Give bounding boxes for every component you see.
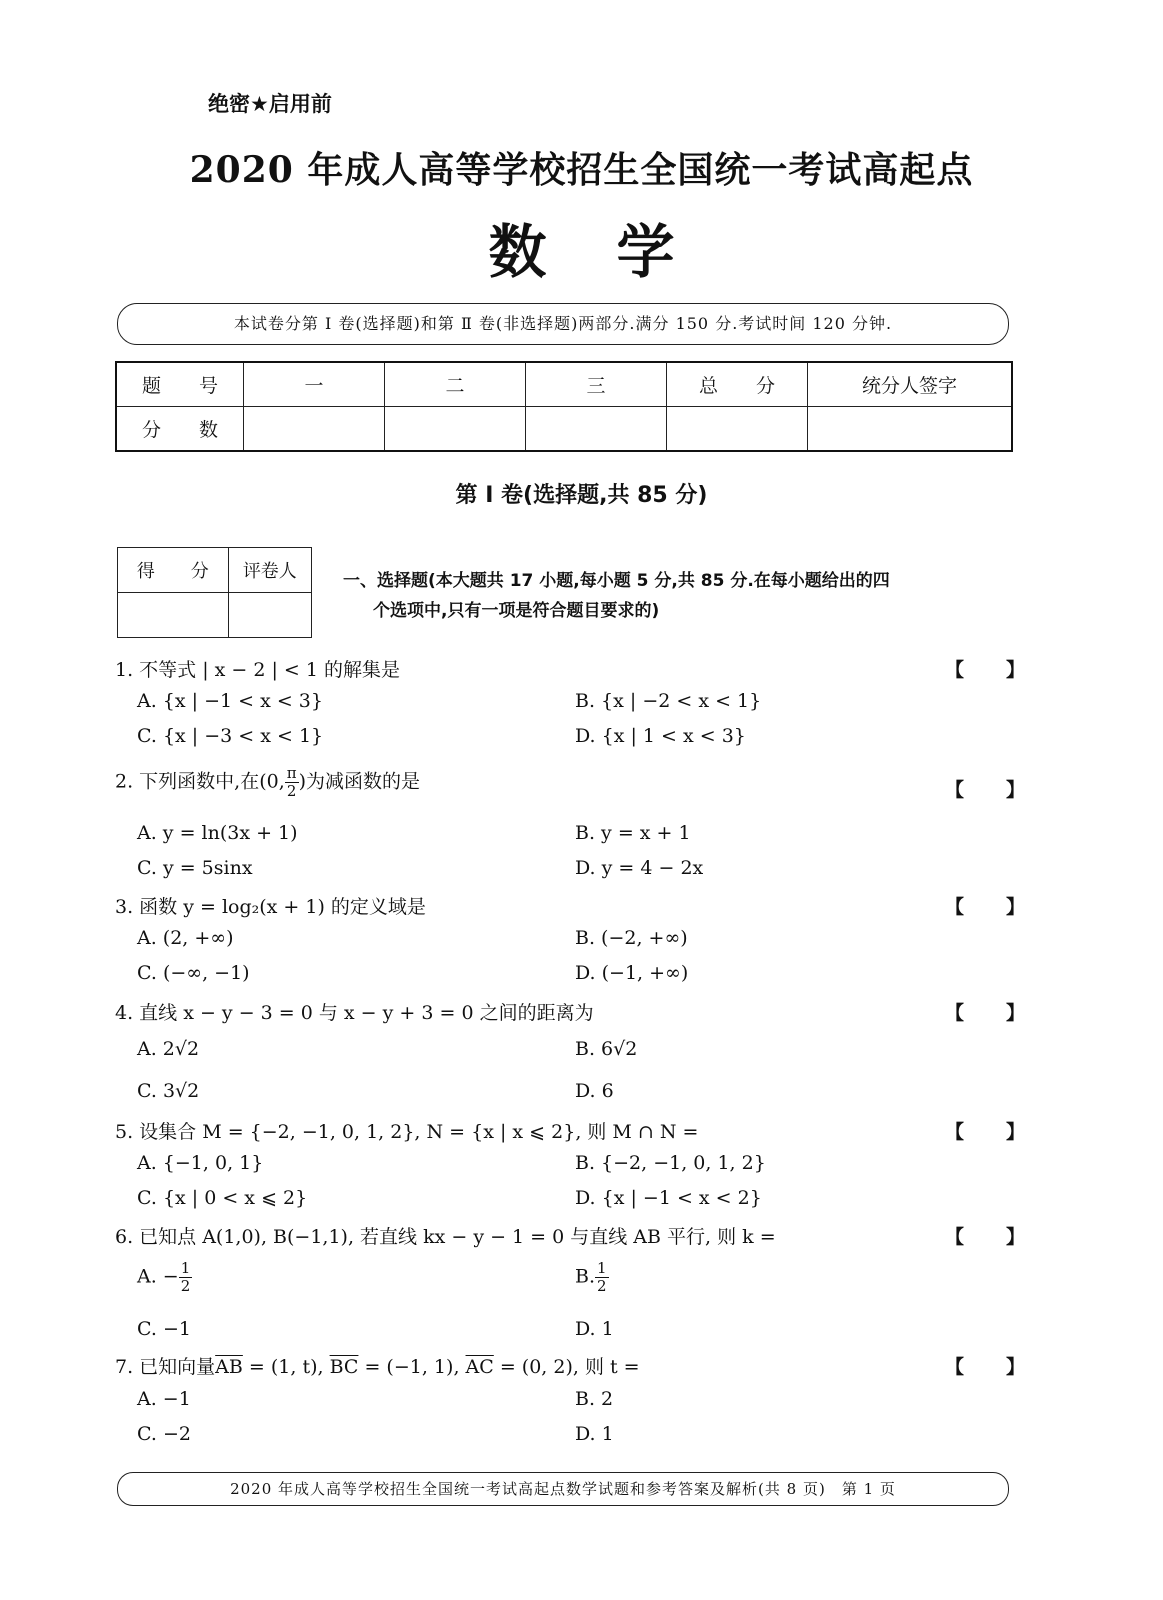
option-a: A. y = ln(3x + 1) <box>137 822 298 844</box>
option-a: A. −1 <box>137 1388 191 1410</box>
score-cell: 分 数 <box>116 407 244 452</box>
option-c: C. −1 <box>137 1318 191 1340</box>
option-a: A. {−1, 0, 1} <box>137 1152 264 1174</box>
section-heading-line: 个选项中,只有一项是符合题目要求的) <box>373 601 660 621</box>
question-stem: 5. 设集合 M = {−2, −1, 0, 1, 2}, N = {x | x ⩽ 2}, 则 M ∩ N = <box>115 1121 699 1143</box>
subject-char-1: 数 <box>488 218 547 286</box>
score-cell <box>244 407 385 452</box>
option-b: B. 6√2 <box>575 1038 638 1060</box>
question-stem: 6. 已知点 A(1,0), B(−1,1), 若直线 kx − y − 1 = 0 与直线 AB 平行, 则 k = <box>115 1226 776 1248</box>
score-cell <box>667 407 808 452</box>
answer-bracket: 【 】 <box>945 1121 1026 1143</box>
option-c: C. {x | 0 < x ⩽ 2} <box>137 1187 308 1209</box>
score-cell: 统分人签字 <box>808 362 1013 407</box>
option-c: C. 3√2 <box>137 1080 200 1102</box>
question-stem: 4. 直线 x − y − 3 = 0 与 x − y + 3 = 0 之间的距离为 <box>115 1002 594 1024</box>
option-b: B. 2 <box>575 1388 614 1410</box>
option-b: B. (−2, +∞) <box>575 927 688 949</box>
section-heading <box>343 566 1003 626</box>
option-c: C. {x | −3 < x < 1} <box>137 725 324 747</box>
option-d: D. 1 <box>575 1423 614 1445</box>
grader-reviewer-cell <box>228 593 311 638</box>
section-heading-line: 一、选择题(本大题共 17 小题,每小题 5 分,共 85 分.在每小题给出的四 <box>343 571 890 591</box>
score-cell: 一 <box>244 362 385 407</box>
score-cell <box>385 407 526 452</box>
answer-bracket: 【 】 <box>945 1002 1026 1024</box>
vector: $\overline{BC}$ <box>329 1356 359 1378</box>
answer-bracket: 【 】 <box>945 1356 1026 1378</box>
exam-title: 2020 年成人高等学校招生全国统一考试高起点 <box>189 149 974 191</box>
vector: $\overline{AC}$ <box>465 1356 494 1378</box>
grader-score-label: 得 分 <box>118 548 229 593</box>
option-b: B. y = x + 1 <box>575 822 691 844</box>
question-stem: 2. 下列函数中,在(0, $\frac{\pi}{2}$ )为减函数的是 <box>115 764 421 800</box>
option-b: B. {x | −2 < x < 1} <box>575 690 762 712</box>
fraction: $\frac{1}{2}$ <box>597 1259 607 1295</box>
option-c: C. y = 5sinx <box>137 857 253 879</box>
score-table-value-row <box>116 407 1012 452</box>
score-cell <box>808 407 1013 452</box>
grader-reviewer-label: 评卷人 <box>228 548 311 593</box>
score-cell <box>526 407 667 452</box>
score-table <box>115 361 1013 452</box>
fraction: $\frac{\pi}{2}$ <box>286 764 297 800</box>
exam-note: 本试卷分第 Ⅰ 卷(选择题)和第 Ⅱ 卷(非选择题)两部分.满分 150 分.考试时间 120 分钟. <box>117 303 1009 345</box>
confidential-label: 绝密★启用前 <box>208 92 332 116</box>
score-cell: 三 <box>526 362 667 407</box>
option-c: C. −2 <box>137 1423 191 1445</box>
score-cell: 总 分 <box>667 362 808 407</box>
option-d: D. 1 <box>575 1318 614 1340</box>
score-cell: 二 <box>385 362 526 407</box>
subject-title <box>0 205 1163 289</box>
option-b: B. {−2, −1, 0, 1, 2} <box>575 1152 766 1174</box>
score-table-header-row <box>116 362 1012 407</box>
question-stem: 3. 函数 y = log₂(x + 1) 的定义域是 <box>115 896 426 918</box>
grader-score-cell <box>118 593 229 638</box>
option-d: D. y = 4 − 2x <box>575 857 704 879</box>
fraction: $\frac{1}{2}$ <box>180 1259 191 1295</box>
option-a: A. − $\frac{1}{2}$ <box>137 1259 191 1295</box>
answer-bracket: 【 】 <box>945 779 1026 801</box>
subject-char-2: 学 <box>616 218 675 286</box>
answer-bracket: 【 】 <box>945 659 1026 681</box>
option-d: D. {x | 1 < x < 3} <box>575 725 746 747</box>
answer-bracket: 【 】 <box>945 1226 1026 1248</box>
question-stem: 1. 不等式 | x − 2 | < 1 的解集是 <box>115 659 401 681</box>
part-title: 第 Ⅰ 卷(选择题,共 85 分) <box>455 483 708 508</box>
option-a: A. {x | −1 < x < 3} <box>137 690 323 712</box>
option-d: D. {x | −1 < x < 2} <box>575 1187 762 1209</box>
page-footer: 2020 年成人高等学校招生全国统一考试高起点数学试题和参考答案及解析(共 8 页) 第 1 页 <box>117 1472 1009 1506</box>
question-stem: 7. 已知向量$\overline{AB} = (1$, t), $\overline{BC} = (-1$, 1), $\overline{AC} = (0$, 2), 则 t = <box>115 1356 640 1378</box>
answer-bracket: 【 】 <box>945 896 1026 918</box>
option-d: D. 6 <box>575 1080 614 1102</box>
option-b: B. $\frac{1}{2}$ <box>575 1259 607 1295</box>
option-a: A. 2√2 <box>137 1038 200 1060</box>
grader-table <box>117 547 312 638</box>
score-cell: 题 号 <box>116 362 244 407</box>
option-d: D. (−1, +∞) <box>575 962 689 984</box>
vector: $\overline{AB}$ <box>215 1356 243 1378</box>
option-a: A. (2, +∞) <box>137 927 234 949</box>
option-c: C. (−∞, −1) <box>137 962 250 984</box>
